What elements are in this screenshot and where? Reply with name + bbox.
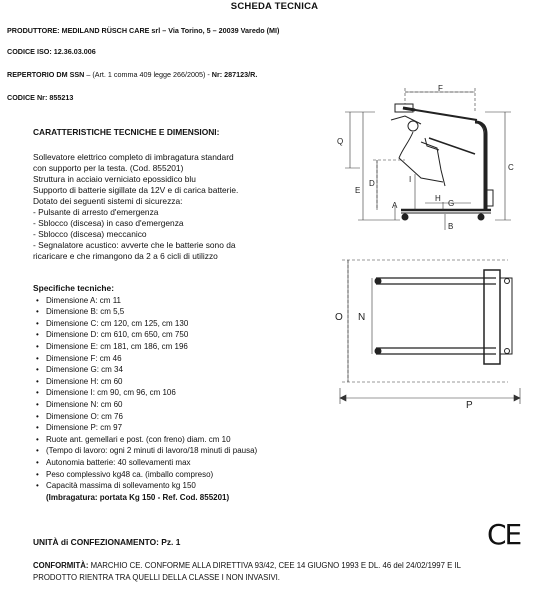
iso-label: CODICE ISO: — [7, 47, 52, 56]
description — [33, 152, 238, 262]
description-line: Dotato dei seguenti sistemi di sicurezza: — [33, 196, 183, 206]
description-line: con supporto per la testa. (Cod. 855201) — [33, 163, 184, 173]
conformita-line1: MARCHIO CE. CONFORME ALLA DIRETTIVA 93/42, CEE 14 GIUGNO 1993 E DL. 46 del 24/02/1997 E IL — [88, 561, 461, 570]
unita-label: UNITÀ di CONFEZIONAMENTO: — [33, 537, 159, 547]
iso-line — [7, 47, 96, 56]
conformita-label: CONFORMITÀ: — [33, 561, 89, 570]
specs-list — [33, 295, 257, 504]
spec-item: • (Tempo di lavoro: ogni 2 minuti di lavoro/18 minuti di pausa) — [36, 446, 258, 456]
conformita — [33, 560, 461, 583]
spec-item: (Imbragatura: portata Kg 150 - Ref. Cod. 855201) — [46, 492, 230, 502]
dim-label-o: O — [335, 312, 343, 323]
spec-item: • Dimensione I: cm 90, cm 96, cm 106 — [36, 388, 176, 398]
description-line: - Sblocco (discesa) in caso d'emergenza — [33, 218, 184, 228]
dim-label-n: N — [358, 312, 366, 323]
produttore-value: MEDILAND RÜSCH CARE srl – Via Torino, 5 – 20039 Varedo (MI) — [61, 26, 280, 35]
side-view-diagram — [325, 82, 515, 232]
description-line: Supporto di batterie sigillate da 12V e di carica batterie. — [33, 185, 239, 195]
description-line: - Sblocco (discesa) meccanico — [33, 229, 147, 239]
ce-mark: CE — [487, 518, 521, 551]
repertorio-note: – (Art. 1 comma 409 legge 266/2005) - — [84, 70, 212, 79]
description-line: - Pulsante di arresto d'emergenza — [33, 207, 159, 217]
spec-item: • Dimensione F: cm 46 — [36, 353, 122, 363]
dim-label-h: H — [435, 194, 441, 203]
specs — [33, 283, 257, 503]
spec-item: • Dimensione B: cm 5,5 — [36, 307, 125, 317]
spec-item: • Capacità massima di sollevamento kg 150 — [36, 481, 196, 491]
dim-label-e: E — [355, 186, 361, 195]
specs-label: Specifiche tecniche: — [33, 283, 114, 293]
produttore-line — [7, 26, 279, 35]
dim-label-c: C — [508, 163, 514, 172]
dim-label-f: F — [438, 84, 443, 93]
iso-value: 12.36.03.006 — [53, 47, 96, 56]
conformita-line2: PRODOTTO RIENTRA TRA QUELLI DELLA CLASSE I NON INVASIVI. — [33, 572, 280, 582]
dim-label-b: B — [448, 222, 454, 231]
dim-label-i: I — [409, 175, 412, 184]
dim-label-a: A — [392, 201, 398, 210]
spec-item: • Dimensione N: cm 60 — [36, 399, 123, 409]
unita-value: Pz. 1 — [158, 537, 181, 547]
top-view-diagram — [330, 242, 530, 417]
dim-label-g: G — [448, 199, 455, 208]
spec-item: • Dimensione E: cm 181, cm 186, cm 196 — [36, 341, 188, 351]
dim-label-d: D — [369, 179, 375, 188]
spec-item: • Dimensione G: cm 34 — [36, 365, 123, 375]
description-line: Struttura in acciaio verniciato epossidico blu — [33, 174, 196, 184]
spec-item: • Dimensione D: cm 610, cm 650, cm 750 — [36, 330, 189, 340]
repertorio-line — [7, 70, 257, 79]
dim-label-p: P — [466, 400, 473, 411]
description-line: ricaricare e che rimangono da 2 a 6 cicli di utilizzo — [33, 251, 218, 261]
spec-item: • Dimensione H: cm 60 — [36, 376, 123, 386]
codice-nr: CODICE Nr: 855213 — [7, 93, 74, 102]
produttore-label: PRODUTTORE: — [7, 26, 60, 35]
unita-line — [33, 537, 180, 547]
description-line: - Segnalatore acustico: avverte che le batterie sono da — [33, 240, 236, 250]
spec-item: • Dimensione O: cm 76 — [36, 411, 123, 421]
spec-item: • Autonomia batterie: 40 sollevamenti max — [36, 457, 191, 467]
repertorio-nr: Nr: 287123/R. — [211, 70, 258, 79]
spec-item: • Dimensione P: cm 97 — [36, 423, 123, 433]
spec-item: • Peso complessivo kg48 ca. (imballo compreso) — [36, 469, 214, 479]
dim-label-q: Q — [337, 137, 344, 146]
spec-item: • Dimensione A: cm 11 — [36, 295, 121, 305]
section-title: CARATTERISTICHE TECNICHE E DIMENSIONI: — [33, 127, 220, 137]
description-line: Sollevatore elettrico completo di imbragatura standard — [33, 152, 234, 162]
repertorio-label: REPERTORIO DM SSN — [7, 70, 85, 79]
spec-item: • Dimensione C: cm 120, cm 125, cm 130 — [36, 318, 189, 328]
spec-item: • Ruote ant. gemellari e post. (con freno) diam. cm 10 — [36, 434, 231, 444]
page-title: SCHEDA TECNICA — [230, 1, 319, 12]
